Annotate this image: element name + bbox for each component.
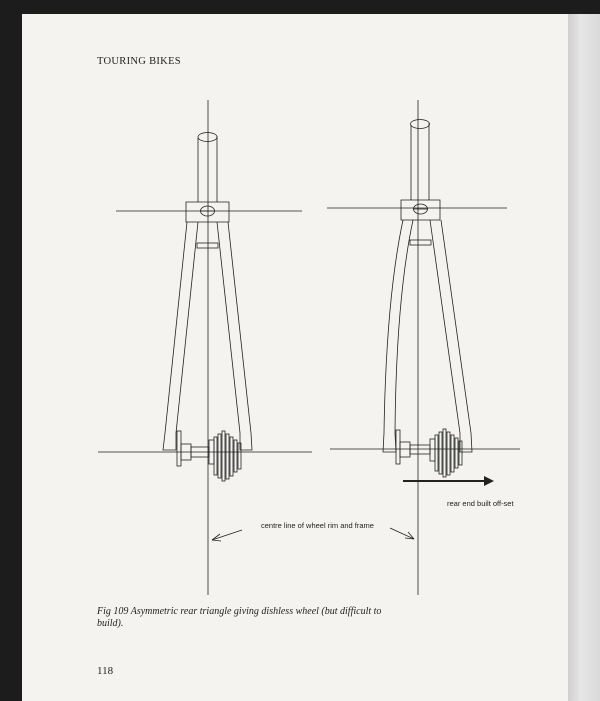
- centre-line-label: centre line of wheel rim and frame: [261, 521, 374, 530]
- running-header: TOURING BIKES: [97, 56, 181, 67]
- figure-caption: Fig 109 Asymmetric rear triangle giving dishless wheel (but difficult to build).: [97, 606, 382, 629]
- offset-label: rear end built off-set: [447, 499, 514, 508]
- page-number: 118: [97, 665, 114, 677]
- offset-arrow: [403, 476, 494, 486]
